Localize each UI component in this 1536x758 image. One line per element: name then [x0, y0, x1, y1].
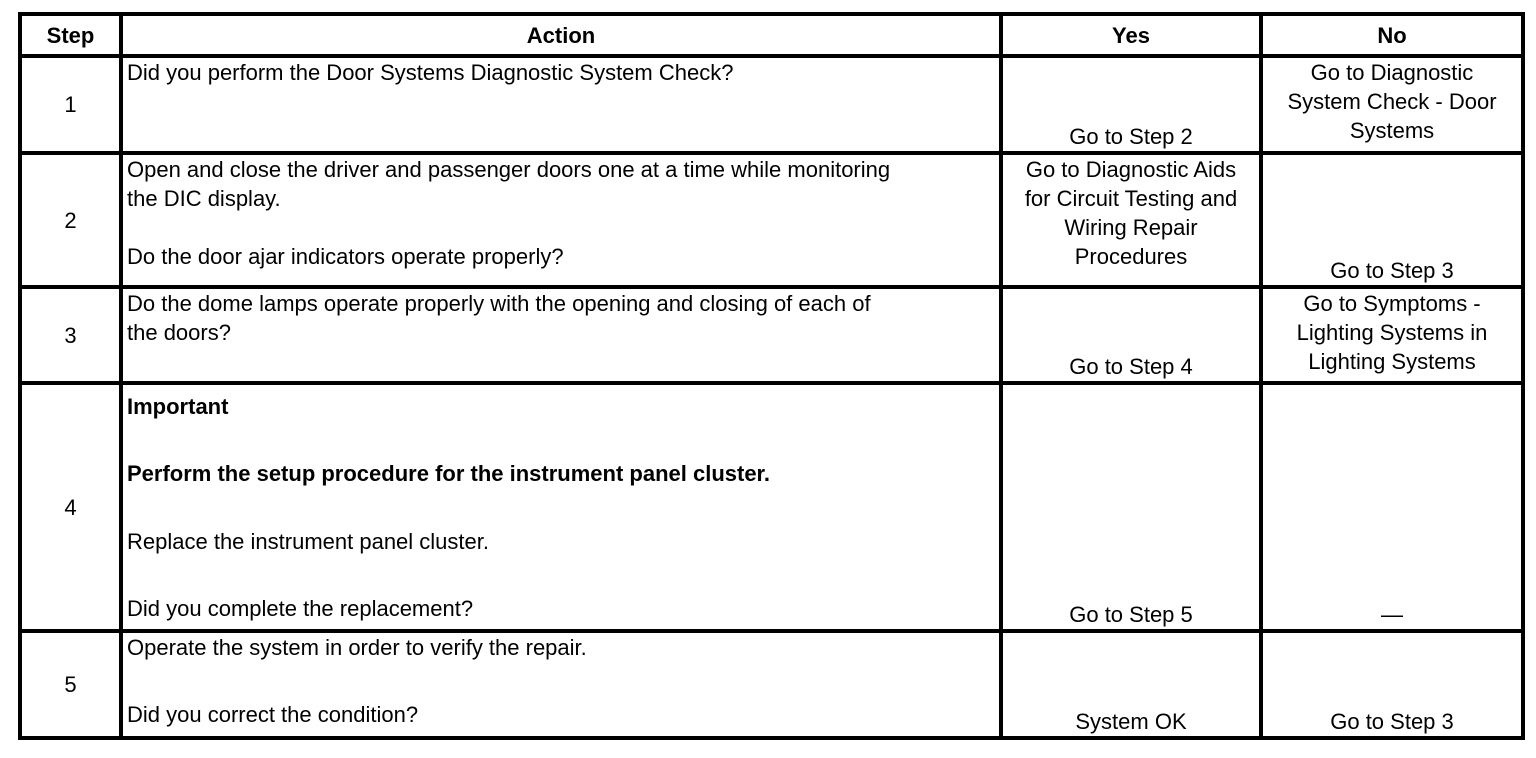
no-text: Systems: [1349, 118, 1435, 143]
action-question: Did you correct the condition?: [127, 702, 419, 727]
header-row: [20, 14, 1523, 56]
yes-text: Go to Step 5: [1069, 602, 1193, 627]
table-row: [20, 153, 1523, 287]
yes-cell: [1001, 631, 1261, 738]
step-number: 1: [20, 56, 121, 153]
no-text: Lighting Systems: [1308, 349, 1476, 374]
no-text: —: [1381, 602, 1403, 627]
diagnostic-table: [18, 12, 1525, 740]
no-cell: [1261, 56, 1523, 153]
header-yes: Yes: [1001, 14, 1261, 56]
action-text: Did you perform the Door Systems Diagnostic System Check?: [127, 60, 734, 85]
no-text: System Check - Door: [1287, 89, 1497, 114]
step-number: 5: [20, 631, 121, 738]
header-step: Step: [20, 14, 121, 56]
no-cell: [1261, 631, 1523, 738]
action-cell: [121, 383, 1001, 631]
no-text: Go to Step 3: [1330, 709, 1454, 734]
no-cell: [1261, 153, 1523, 287]
important-note: Perform the setup procedure for the instrument panel cluster.: [127, 461, 771, 486]
step-number: 2: [20, 153, 121, 287]
action-question: Do the door ajar indicators operate properly?: [127, 244, 564, 269]
action-cell: [121, 287, 1001, 383]
yes-cell: [1001, 287, 1261, 383]
yes-text: Go to Diagnostic Aids: [1025, 157, 1237, 182]
yes-text: Go to Step 2: [1069, 124, 1193, 149]
action-text: Open and close the driver and passenger doors one at a time while monitoring: [127, 157, 891, 182]
no-cell: [1261, 287, 1523, 383]
yes-text: for Circuit Testing and: [1024, 186, 1238, 211]
yes-text: System OK: [1075, 709, 1187, 734]
header-action: Action: [121, 14, 1001, 56]
action-question: Did you complete the replacement?: [127, 596, 474, 621]
table-row: [20, 383, 1523, 631]
no-text: Go to Diagnostic: [1310, 60, 1474, 85]
action-text: Do the dome lamps operate properly with the opening and closing of each of: [127, 291, 871, 316]
no-cell: [1261, 383, 1523, 631]
yes-text: Procedures: [1074, 244, 1188, 269]
yes-text: Go to Step 4: [1069, 354, 1193, 379]
action-cell: [121, 631, 1001, 738]
action-cell: [121, 56, 1001, 153]
action-text: the DIC display.: [127, 186, 281, 211]
important-label: Important: [127, 394, 229, 419]
action-cell: [121, 153, 1001, 287]
yes-cell: [1001, 56, 1261, 153]
action-text: Operate the system in order to verify the repair.: [127, 635, 587, 660]
no-text: Lighting Systems in: [1296, 320, 1488, 345]
yes-cell: [1001, 153, 1261, 287]
no-text: Go to Step 3: [1330, 258, 1454, 283]
step-number: 4: [20, 383, 121, 631]
action-text: the doors?: [127, 320, 231, 345]
no-text: Go to Symptoms -: [1303, 291, 1481, 316]
table-row: [20, 631, 1523, 738]
yes-cell: [1001, 383, 1261, 631]
yes-text: Wiring Repair: [1064, 215, 1198, 240]
table-row: [20, 287, 1523, 383]
action-text: Replace the instrument panel cluster.: [127, 529, 489, 554]
step-number: 3: [20, 287, 121, 383]
table-row: [20, 56, 1523, 153]
header-no: No: [1261, 14, 1523, 56]
